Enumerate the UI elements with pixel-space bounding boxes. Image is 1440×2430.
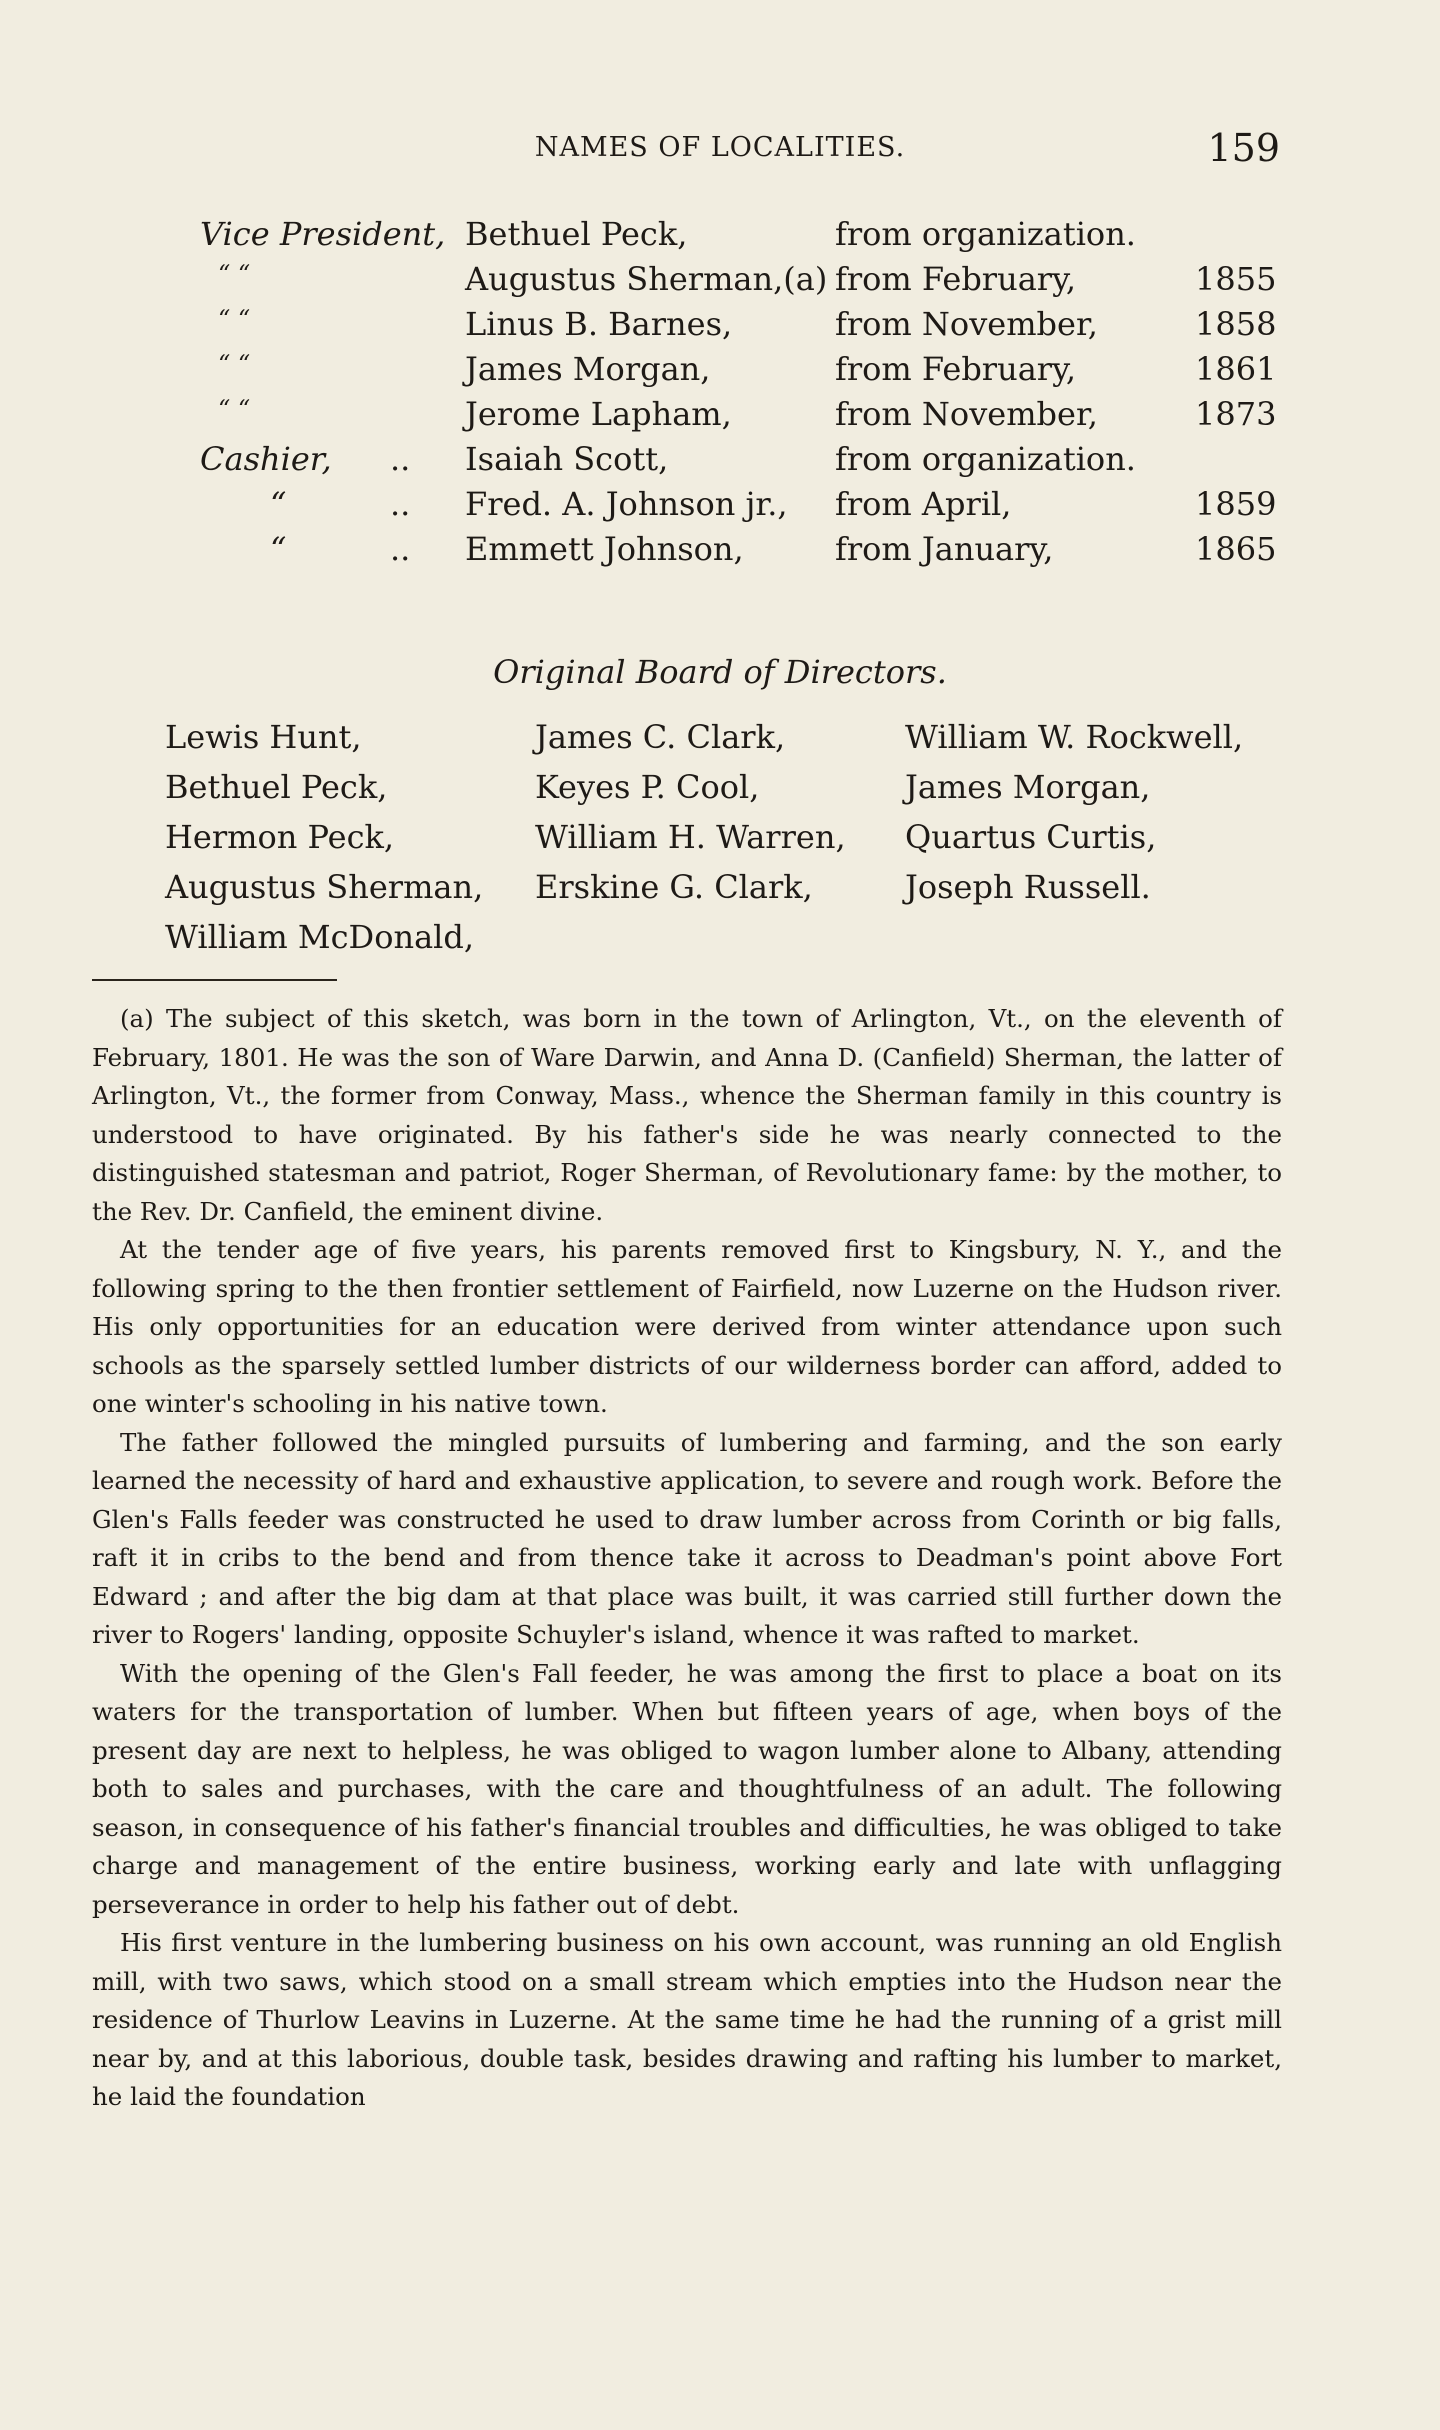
officer-row [200,215,1300,260]
director-name: Erskine G. Clark, [535,868,813,906]
officer-name: Isaiah Scott, [465,440,669,478]
officer-title: “ “ [218,305,251,333]
officer-title: “ “ [218,260,251,288]
officer-year: 1859 [1195,485,1277,523]
officer-year: 1873 [1195,395,1277,433]
footnote-rule [92,979,337,981]
footnote-paragraph: With the opening of the Glen's Fall feeder, he was among the first to place a boat on its waters for the transportation of lumber. When but fifteen years of age, when boys of the present day are next to helpless, he was obliged to wagon lumber alone to Albany, attending both to sales and purchases, with the care and thoughtfulness of an adult. The following season, in consequence of his father's financial troubles and difficulties, he was obliged to take charge and management of the entire business, working early and late with unflagging perseverance in order to help his father out of debt. [92,1658,1282,1919]
page-number: 159 [1207,126,1280,170]
officer-name: Emmett Johnson, [465,530,744,568]
officer-from: from February, [835,260,1077,298]
officer-leader: .. [390,440,411,478]
officer-name: Augustus Sherman,(a) [465,260,828,298]
officer-title: “ [270,530,287,568]
director-name: William McDonald, [165,918,475,956]
officer-from: from organization. [835,440,1136,478]
officer-title: “ “ [218,395,251,423]
officer-from: from November, [835,305,1098,343]
director-name: Hermon Peck, [165,818,395,856]
footnote-paragraph: At the tender age of five years, his parents removed first to Kingsbury, N. Y., and the following spring to the then frontier settlement of Fairfield, now Luzerne on the Hudson river. His only opportunities for an education were derived from winter attendance upon such schools as the sparsely settled lumber districts of our wilderness border can afford, added to one winter's schooling in his native town. [92,1235,1282,1418]
officer-row [200,485,1300,530]
officer-from: from February, [835,350,1077,388]
director-name: Lewis Hunt, [165,718,362,756]
directors-column-1 [165,718,483,968]
officer-leader: .. [390,485,411,523]
officer-row [200,530,1300,575]
officers-list [200,215,1300,575]
directors-column-2 [535,718,846,918]
board-heading: Original Board of Directors. [493,653,947,691]
director-name: William H. Warren, [535,818,846,856]
officer-name: James Morgan, [465,350,711,388]
officer-from: from April, [835,485,1012,523]
officer-year: 1858 [1195,305,1277,343]
officer-title: Vice President, [200,215,446,253]
officer-year: 1865 [1195,530,1277,568]
director-name: James Morgan, [905,768,1151,806]
officer-row [200,440,1300,485]
officer-from: from organization. [835,215,1136,253]
officer-from: from November, [835,395,1098,433]
officer-title: “ “ [218,350,251,378]
officer-from: from January, [835,530,1054,568]
officer-row [200,395,1300,440]
running-title: NAMES OF LOCALITIES. [534,132,906,163]
officer-year: 1861 [1195,350,1277,388]
footnote-paragraph: The father followed the mingled pursuits of lumbering and farming, and the son early learned the necessity of hard and exhaustive application, to severe and rough work. Before the Glen's Falls feeder was constructed he used to draw lumber across from Corinth or big falls, raft it in cribs to the bend and from thence take it across to Deadman's point above Fort Edward ; and after the big dam at that place was built, it was carried still further down the river to Rogers' landing, opposite Schuyler's island, whence it was rafted to market. [92,1427,1282,1649]
officer-row [200,260,1300,305]
director-name: James C. Clark, [535,718,786,756]
director-name: Quartus Curtis, [905,818,1157,856]
officer-title: Cashier, [200,440,332,478]
officer-row [200,305,1300,350]
footnote-paragraph: His first venture in the lumbering business on his own account, was running an old English mill, with two saws, which stood on a small stream which empties into the Hudson near the residence of Thurlow Leavins in Luzerne. At the same time he had the running of a grist mill near by, and at this laborious, double task, besides drawing and rafting his lumber to market, he laid the foundation [92,1928,1282,2111]
officer-name: Fred. A. Johnson jr., [465,485,788,523]
footnote [92,1000,1282,2117]
officer-name: Bethuel Peck, [465,215,688,253]
officer-year: 1855 [1195,260,1277,298]
footnote-paragraph: (a) The subject of this sketch, was born in the town of Arlington, Vt., on the eleventh of February, 1801. He was the son of Ware Darwin, and Anna D. (Canfield) Sherman, the latter of Arlington, Vt., the former from Conway, Mass., whence the Sherman family in this country is understood to have originated. By his father's side he was nearly connected to the distinguished statesman and patriot, Roger Sherman, of Revolutionary fame: by the mother, to the Rev. Dr. Canfield, the eminent divine. [92,1004,1282,1226]
officer-leader: .. [390,530,411,568]
officer-name: Linus B. Barnes, [465,305,733,343]
directors-column-3 [905,718,1243,918]
director-name: Augustus Sherman, [165,868,484,906]
director-name: Bethuel Peck, [165,768,388,806]
officer-title: “ [270,485,287,523]
officer-row [200,350,1300,395]
director-name: Joseph Russell. [905,868,1151,906]
director-name: William W. Rockwell, [905,718,1244,756]
director-name: Keyes P. Cool, [535,768,760,806]
officer-name: Jerome Lapham, [465,395,732,433]
